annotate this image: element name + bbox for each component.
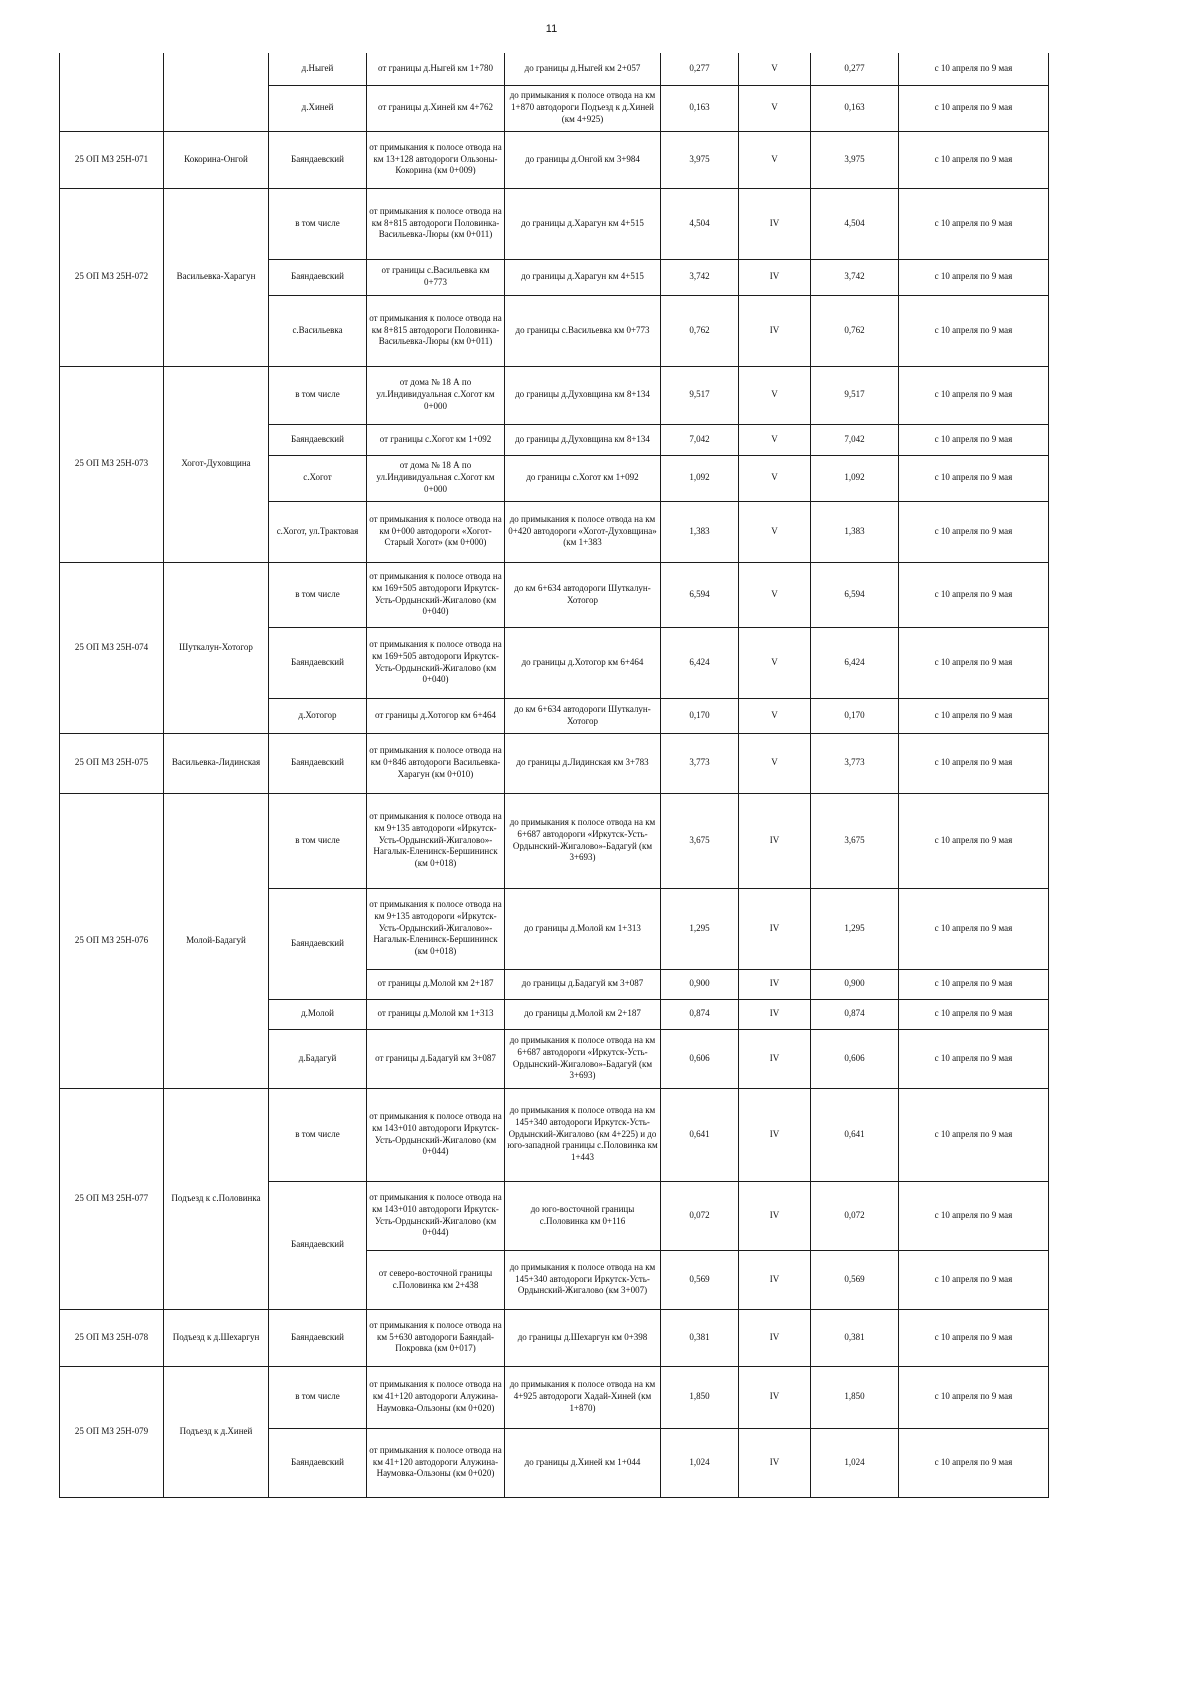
from-cell: от примыкания к полосе отвода на км 13+128 автодороги Ользоны-Кокорина (км 0+009) (367, 131, 505, 188)
district-cell: с.Хогот (269, 455, 367, 501)
period-cell: с 10 апреля по 9 мая (899, 1428, 1049, 1497)
road-name-cell: Васильевка-Харагун (164, 188, 269, 366)
period-cell: с 10 апреля по 9 мая (899, 455, 1049, 501)
from-cell: от примыкания к полосе отвода на км 5+630 автодороги Баяндай-Покровка (км 0+017) (367, 1309, 505, 1366)
to-cell: до км 6+634 автодороги Шуткалун-Хотогор (505, 562, 661, 627)
from-cell: от примыкания к полосе отвода на км 41+120 автодороги Алужина-Наумовка-Ользоны (км 0+020) (367, 1428, 505, 1497)
length-cell: 7,042 (661, 424, 739, 455)
period-cell: с 10 апреля по 9 мая (899, 1366, 1049, 1428)
table-row (60, 1366, 1049, 1428)
district-cell: в том числе (269, 562, 367, 627)
restricted-length-cell: 0,072 (811, 1181, 899, 1250)
table-row (60, 131, 1049, 188)
category-cell: V (739, 501, 811, 562)
district-cell: Баяндаевский (269, 1428, 367, 1497)
category-cell: V (739, 366, 811, 424)
length-cell: 1,092 (661, 455, 739, 501)
period-cell: с 10 апреля по 9 мая (899, 999, 1049, 1029)
period-cell: с 10 апреля по 9 мая (899, 562, 1049, 627)
from-cell: от границы д.Молой км 2+187 (367, 969, 505, 999)
district-cell: д.Ныгей (269, 53, 367, 85)
length-cell: 0,641 (661, 1088, 739, 1181)
road-code-cell: 25 ОП МЗ 25Н-073 (60, 366, 164, 562)
to-cell: до границы д.Молой км 1+313 (505, 888, 661, 969)
length-cell: 0,163 (661, 85, 739, 131)
restricted-length-cell: 3,742 (811, 259, 899, 295)
table-row (60, 188, 1049, 259)
district-cell: в том числе (269, 1088, 367, 1181)
district-cell: д.Бадагуй (269, 1029, 367, 1088)
period-cell: с 10 апреля по 9 мая (899, 1181, 1049, 1250)
district-cell: Баяндаевский (269, 131, 367, 188)
length-cell: 3,675 (661, 793, 739, 888)
period-cell: с 10 апреля по 9 мая (899, 969, 1049, 999)
road-name-cell: Подъезд к д.Шехаргун (164, 1309, 269, 1366)
restricted-length-cell: 0,900 (811, 969, 899, 999)
restricted-length-cell: 0,569 (811, 1250, 899, 1309)
restricted-length-cell: 3,975 (811, 131, 899, 188)
restricted-length-cell: 0,381 (811, 1309, 899, 1366)
period-cell: с 10 апреля по 9 мая (899, 85, 1049, 131)
to-cell: до границы д.Онгой км 3+984 (505, 131, 661, 188)
restricted-length-cell: 0,277 (811, 53, 899, 85)
length-cell: 3,742 (661, 259, 739, 295)
road-code-cell: 25 ОП МЗ 25Н-074 (60, 562, 164, 733)
district-cell: Баяндаевский (269, 424, 367, 455)
category-cell: IV (739, 1366, 811, 1428)
category-cell: IV (739, 295, 811, 366)
category-cell: V (739, 424, 811, 455)
page-number: 11 (545, 23, 558, 35)
restricted-length-cell: 6,424 (811, 627, 899, 698)
category-cell: IV (739, 188, 811, 259)
length-cell: 3,773 (661, 733, 739, 793)
district-cell: в том числе (269, 188, 367, 259)
table-row (60, 53, 1049, 85)
road-code-cell (60, 53, 164, 131)
table-row (60, 562, 1049, 627)
district-cell: д.Молой (269, 999, 367, 1029)
period-cell: с 10 апреля по 9 мая (899, 1029, 1049, 1088)
category-cell: IV (739, 999, 811, 1029)
from-cell: от границы с.Васильевка км 0+773 (367, 259, 505, 295)
district-cell: в том числе (269, 1366, 367, 1428)
to-cell: до границы с.Хогот км 1+092 (505, 455, 661, 501)
table-row (60, 793, 1049, 888)
length-cell: 1,024 (661, 1428, 739, 1497)
period-cell: с 10 апреля по 9 мая (899, 1309, 1049, 1366)
road-code-cell: 25 ОП МЗ 25Н-079 (60, 1366, 164, 1497)
from-cell: от границы д.Ныгей км 1+780 (367, 53, 505, 85)
length-cell: 6,424 (661, 627, 739, 698)
to-cell: до примыкания к полосе отвода на км 6+687 автодороги «Иркутск-Усть-Ордынский-Жигалово»-Бадагуй (км 3+693) (505, 1029, 661, 1088)
from-cell: от примыкания к полосе отвода на км 9+135 автодороги «Иркутск-Усть-Ордынский-Жигалово»-Нагалык-Еленинск-Бершининск (км 0+018) (367, 793, 505, 888)
category-cell: V (739, 733, 811, 793)
to-cell: до примыкания к полосе отвода на км 0+420 автодороги «Хогот-Духовщина» (км 1+383 (505, 501, 661, 562)
restricted-length-cell: 0,170 (811, 698, 899, 733)
from-cell: от примыкания к полосе отвода на км 143+010 автодороги Иркутск-Усть-Ордынский-Жигалово (км 0+044) (367, 1181, 505, 1250)
restricted-length-cell: 0,163 (811, 85, 899, 131)
period-cell: с 10 апреля по 9 мая (899, 259, 1049, 295)
length-cell: 0,606 (661, 1029, 739, 1088)
category-cell: IV (739, 1428, 811, 1497)
road-code-cell: 25 ОП МЗ 25Н-077 (60, 1088, 164, 1309)
road-code-cell: 25 ОП МЗ 25Н-078 (60, 1309, 164, 1366)
from-cell: от примыкания к полосе отвода на км 9+135 автодороги «Иркутск-Усть-Ордынский-Жигалово»-Нагалык-Еленинск-Бершининск (км 0+018) (367, 888, 505, 969)
to-cell: до границы д.Лидинская км 3+783 (505, 733, 661, 793)
length-cell: 1,383 (661, 501, 739, 562)
to-cell: до примыкания к полосе отвода на км 145+340 автодороги Иркутск-Усть-Ордынский-Жигалово (км 3+007) (505, 1250, 661, 1309)
road-code-cell: 25 ОП МЗ 25Н-071 (60, 131, 164, 188)
to-cell: до примыкания к полосе отвода на км 1+870 автодороги Подъезд к д.Хиней (км 4+925) (505, 85, 661, 131)
to-cell: до примыкания к полосе отвода на км 145+340 автодороги Иркутск-Усть-Ордынский-Жигалово (км 4+225) и до юго-западной границы с.Половинка км 1+443 (505, 1088, 661, 1181)
restricted-length-cell: 1,850 (811, 1366, 899, 1428)
district-cell: д.Хотогор (269, 698, 367, 733)
category-cell: IV (739, 1088, 811, 1181)
to-cell: до границы д.Духовщина км 8+134 (505, 366, 661, 424)
period-cell: с 10 апреля по 9 мая (899, 295, 1049, 366)
restricted-length-cell: 0,606 (811, 1029, 899, 1088)
period-cell: с 10 апреля по 9 мая (899, 1088, 1049, 1181)
period-cell: с 10 апреля по 9 мая (899, 793, 1049, 888)
from-cell: от северо-восточной границы с.Половинка км 2+438 (367, 1250, 505, 1309)
district-cell: Баяндаевский (269, 733, 367, 793)
period-cell: с 10 апреля по 9 мая (899, 366, 1049, 424)
from-cell: от примыкания к полосе отвода на км 169+505 автодороги Иркутск-Усть-Ордынский-Жигалово (км 0+040) (367, 562, 505, 627)
length-cell: 0,874 (661, 999, 739, 1029)
length-cell: 1,295 (661, 888, 739, 969)
length-cell: 0,569 (661, 1250, 739, 1309)
category-cell: V (739, 627, 811, 698)
to-cell: до границы д.Бадагуй км 3+087 (505, 969, 661, 999)
category-cell: IV (739, 1029, 811, 1088)
from-cell: от дома № 18 А по ул.Индивидуальная с.Хогот км 0+000 (367, 455, 505, 501)
length-cell: 0,900 (661, 969, 739, 999)
restricted-length-cell: 0,641 (811, 1088, 899, 1181)
category-cell: V (739, 698, 811, 733)
restricted-length-cell: 7,042 (811, 424, 899, 455)
length-cell: 9,517 (661, 366, 739, 424)
from-cell: от примыкания к полосе отвода на км 8+815 автодороги Половинка-Васильевка-Люры (км 0+011) (367, 295, 505, 366)
to-cell: до км 6+634 автодороги Шуткалун-Хотогор (505, 698, 661, 733)
length-cell: 6,594 (661, 562, 739, 627)
to-cell: до границы д.Ныгей км 2+057 (505, 53, 661, 85)
category-cell: V (739, 53, 811, 85)
period-cell: с 10 апреля по 9 мая (899, 131, 1049, 188)
from-cell: от примыкания к полосе отвода на км 169+505 автодороги Иркутск-Усть-Ордынский-Жигалово (км 0+040) (367, 627, 505, 698)
category-cell: IV (739, 259, 811, 295)
category-cell: IV (739, 888, 811, 969)
from-cell: от примыкания к полосе отвода на км 0+846 автодороги Васильевка-Харагун (км 0+010) (367, 733, 505, 793)
road-name-cell: Молой-Бадагуй (164, 793, 269, 1088)
length-cell: 0,072 (661, 1181, 739, 1250)
district-cell: с.Васильевка (269, 295, 367, 366)
from-cell: от примыкания к полосе отвода на км 41+120 автодороги Алужина-Наумовка-Ользоны (км 0+020) (367, 1366, 505, 1428)
category-cell: IV (739, 1181, 811, 1250)
to-cell: до границы д.Молой км 2+187 (505, 999, 661, 1029)
to-cell: до границы д.Духовщина км 8+134 (505, 424, 661, 455)
road-name-cell (164, 53, 269, 131)
to-cell: до границы д.Шехаргун км 0+398 (505, 1309, 661, 1366)
road-name-cell: Хогот-Духовщина (164, 366, 269, 562)
period-cell: с 10 апреля по 9 мая (899, 698, 1049, 733)
length-cell: 0,381 (661, 1309, 739, 1366)
length-cell: 0,277 (661, 53, 739, 85)
to-cell: до примыкания к полосе отвода на км 6+687 автодороги «Иркутск-Усть-Ордынский-Жигалово»-Бадагуй (км 3+693) (505, 793, 661, 888)
table-row (60, 1088, 1049, 1181)
period-cell: с 10 апреля по 9 мая (899, 424, 1049, 455)
road-name-cell: Подъезд к д.Хиней (164, 1366, 269, 1497)
restricted-length-cell: 6,594 (811, 562, 899, 627)
category-cell: IV (739, 1309, 811, 1366)
length-cell: 0,170 (661, 698, 739, 733)
to-cell: до границы д.Хиней км 1+044 (505, 1428, 661, 1497)
restricted-length-cell: 1,092 (811, 455, 899, 501)
length-cell: 0,762 (661, 295, 739, 366)
district-cell: Баяндаевский (269, 259, 367, 295)
restricted-length-cell: 1,295 (811, 888, 899, 969)
to-cell: до границы д.Харагун км 4+515 (505, 188, 661, 259)
to-cell: до примыкания к полосе отвода на км 4+925 автодороги Хадай-Хиней (км 1+870) (505, 1366, 661, 1428)
restricted-length-cell: 0,762 (811, 295, 899, 366)
district-cell: Баяндаевский (269, 1309, 367, 1366)
from-cell: от дома № 18 А по ул.Индивидуальная с.Хогот км 0+000 (367, 366, 505, 424)
category-cell: V (739, 562, 811, 627)
restricted-length-cell: 1,383 (811, 501, 899, 562)
restricted-length-cell: 3,675 (811, 793, 899, 888)
restricted-length-cell: 3,773 (811, 733, 899, 793)
length-cell: 3,975 (661, 131, 739, 188)
roads-table-body (60, 53, 1049, 1497)
road-name-cell: Васильевка-Лидинская (164, 733, 269, 793)
length-cell: 4,504 (661, 188, 739, 259)
period-cell: с 10 апреля по 9 мая (899, 53, 1049, 85)
from-cell: от границы с.Хогот км 1+092 (367, 424, 505, 455)
restricted-length-cell: 1,024 (811, 1428, 899, 1497)
road-code-cell: 25 ОП МЗ 25Н-076 (60, 793, 164, 1088)
category-cell: V (739, 85, 811, 131)
road-code-cell: 25 ОП МЗ 25Н-072 (60, 188, 164, 366)
district-cell: с.Хогот, ул.Трактовая (269, 501, 367, 562)
road-code-cell: 25 ОП МЗ 25Н-075 (60, 733, 164, 793)
restricted-length-cell: 9,517 (811, 366, 899, 424)
district-cell: в том числе (269, 366, 367, 424)
district-cell: д.Хиней (269, 85, 367, 131)
period-cell: с 10 апреля по 9 мая (899, 627, 1049, 698)
category-cell: V (739, 455, 811, 501)
district-cell: в том числе (269, 793, 367, 888)
period-cell: с 10 апреля по 9 мая (899, 1250, 1049, 1309)
from-cell: от границы д.Бадагуй км 3+087 (367, 1029, 505, 1088)
period-cell: с 10 апреля по 9 мая (899, 733, 1049, 793)
roads-table (59, 53, 1049, 1498)
category-cell: V (739, 131, 811, 188)
to-cell: до границы с.Васильевка км 0+773 (505, 295, 661, 366)
from-cell: от границы д.Хотогор км 6+464 (367, 698, 505, 733)
table-row (60, 733, 1049, 793)
road-name-cell: Шуткалун-Хотогор (164, 562, 269, 733)
road-name-cell: Кокорина-Онгой (164, 131, 269, 188)
road-name-cell: Подъезд к с.Половинка (164, 1088, 269, 1309)
district-cell: Баяндаевский (269, 888, 367, 999)
to-cell: до юго-восточной границы с.Половинка км 0+116 (505, 1181, 661, 1250)
restricted-length-cell: 4,504 (811, 188, 899, 259)
category-cell: IV (739, 1250, 811, 1309)
table-row (60, 1309, 1049, 1366)
from-cell: от примыкания к полосе отвода на км 143+010 автодороги Иркутск-Усть-Ордынский-Жигалово (км 0+044) (367, 1088, 505, 1181)
district-cell: Баяндаевский (269, 1181, 367, 1309)
period-cell: с 10 апреля по 9 мая (899, 188, 1049, 259)
category-cell: IV (739, 793, 811, 888)
period-cell: с 10 апреля по 9 мая (899, 501, 1049, 562)
from-cell: от границы д.Молой км 1+313 (367, 999, 505, 1029)
from-cell: от примыкания к полосе отвода на км 8+815 автодороги Половинка-Васильевка-Люры (км 0+011) (367, 188, 505, 259)
restricted-length-cell: 0,874 (811, 999, 899, 1029)
period-cell: с 10 апреля по 9 мая (899, 888, 1049, 969)
category-cell: IV (739, 969, 811, 999)
from-cell: от границы д.Хиней км 4+762 (367, 85, 505, 131)
to-cell: до границы д.Харагун км 4+515 (505, 259, 661, 295)
from-cell: от примыкания к полосе отвода на км 0+000 автодороги «Хогот-Старый Хогот» (км 0+000) (367, 501, 505, 562)
table-row (60, 366, 1049, 424)
district-cell: Баяндаевский (269, 627, 367, 698)
to-cell: до границы д.Хотогор км 6+464 (505, 627, 661, 698)
length-cell: 1,850 (661, 1366, 739, 1428)
